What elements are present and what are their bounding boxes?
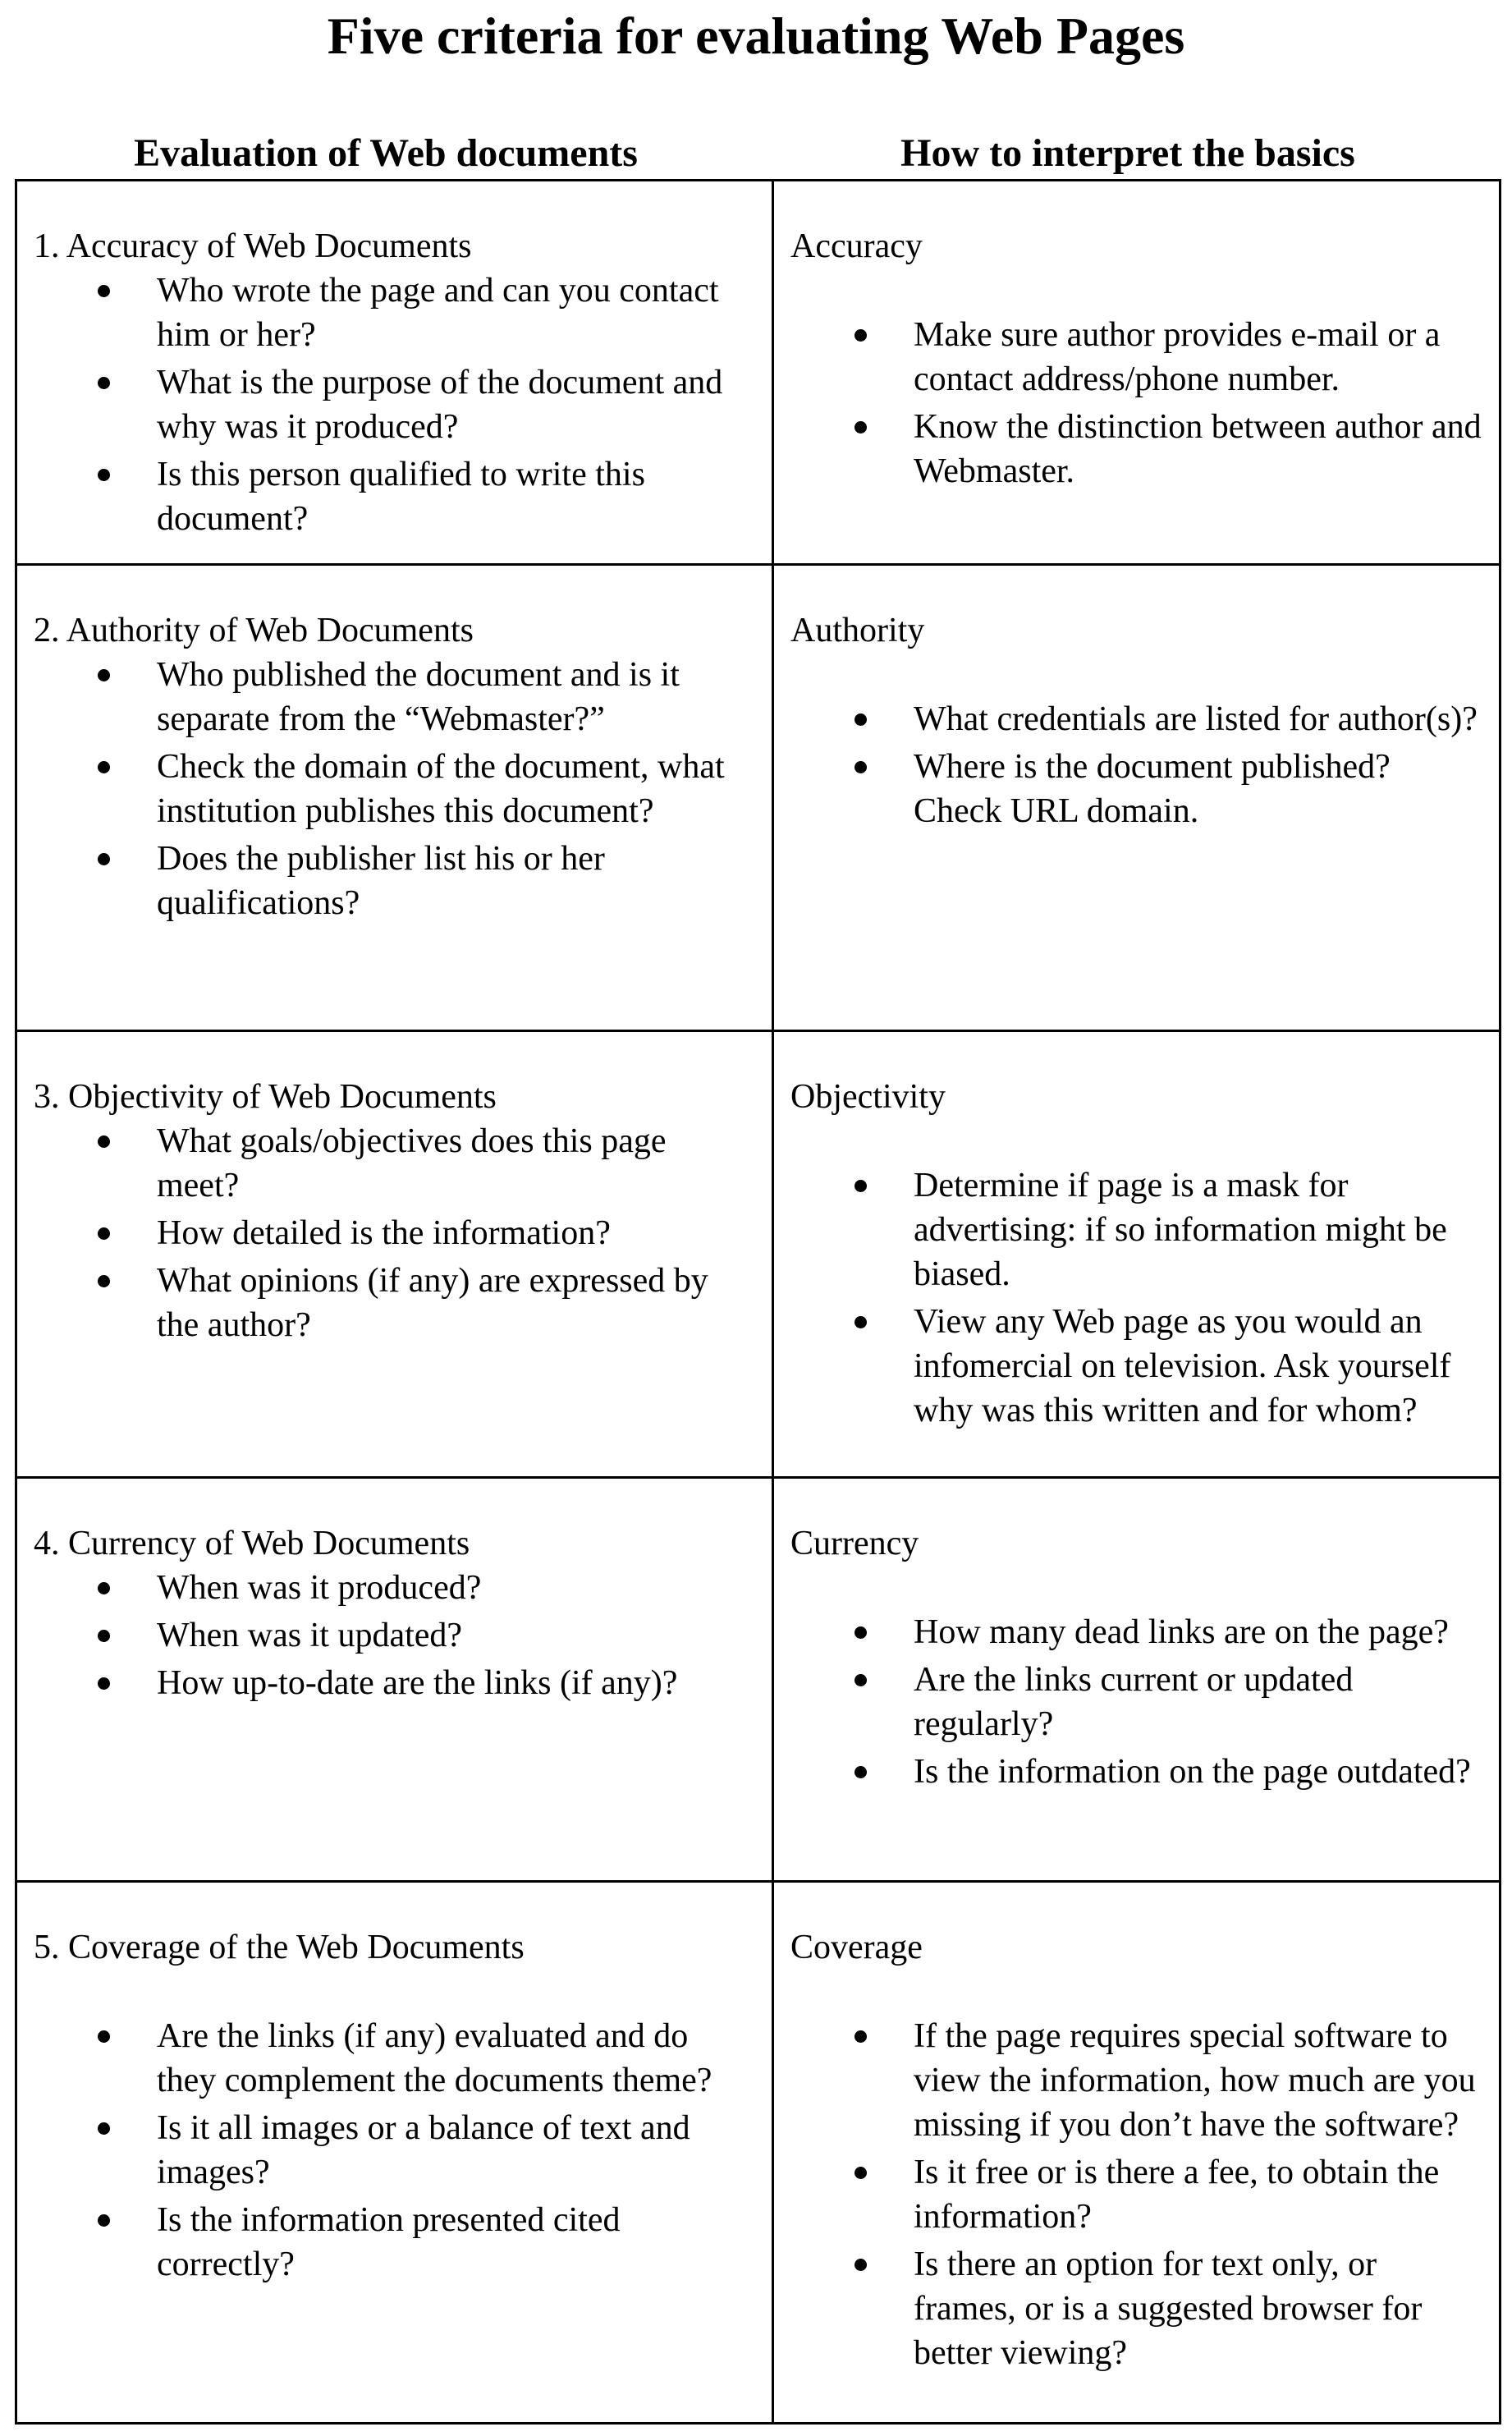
interpretation-tips [790,1163,1482,1433]
list-item: Is it all images or a balance of text and images? [34,2106,755,2195]
column-header-interpretation: How to interpret the basics [900,131,1355,175]
interpretation-cell [773,1882,1501,2424]
list-item: What goals/objectives does this page meet? [34,1119,755,1208]
evaluation-cell [16,1882,773,2424]
list-item: Who wrote the page and can you contact him or her? [34,268,755,357]
criteria-row-authority [16,565,1501,1031]
list-item: If the page requires special software to view the information, how much are you missing if you don’t have the software? [790,2014,1482,2147]
list-item: What opinions (if any) are expressed by the author? [34,1259,755,1347]
criterion-label: Authority [790,612,925,649]
list-item: Check the domain of the document, what institution publishes this document? [34,745,755,833]
evaluation-cell [16,1478,773,1882]
criteria-row-accuracy [16,181,1501,565]
list-item: Are the links (if any) evaluated and do they complement the documents theme? [34,2014,755,2103]
interpretation-tips [790,1610,1482,1794]
interpretation-cell [773,565,1501,1031]
list-item: How many dead links are on the page? [790,1610,1482,1654]
list-item: Is this person qualified to write this document? [34,452,755,541]
list-item: View any Web page as you would an infomercial on television. Ask yourself why was this written and for whom? [790,1300,1482,1433]
criterion-label: Currency [790,1525,919,1562]
interpretation-tips [790,313,1482,493]
list-item: Is it free or is there a fee, to obtain the information? [790,2150,1482,2239]
evaluation-questions [34,1119,755,1347]
criterion-heading: 2. Authority of Web Documents [34,612,474,649]
criteria-row-currency [16,1478,1501,1882]
list-item: Determine if page is a mask for advertising: if so information might be biased. [790,1163,1482,1296]
evaluation-questions [34,1566,755,1705]
evaluation-questions [34,653,755,925]
interpretation-tips [790,2014,1482,2375]
criterion-heading: 1. Accuracy of Web Documents [34,227,472,265]
list-item: How up-to-date are the links (if any)? [34,1661,755,1705]
list-item: Know the distinction between author and Webmaster. [790,405,1482,493]
criterion-heading: 5. Coverage of the Web Documents [34,1929,525,1966]
list-item: How detailed is the information? [34,1211,755,1255]
list-item: Is there an option for text only, or frames, or is a suggested browser for better viewing? [790,2242,1482,2375]
list-item: When was it produced? [34,1566,755,1610]
list-item: When was it updated? [34,1613,755,1658]
list-item: Are the links current or updated regularly? [790,1658,1482,1746]
list-item: Is the information presented cited correctly? [34,2198,755,2287]
evaluation-questions [34,2014,755,2287]
list-item: What is the purpose of the document and why was it produced? [34,360,755,449]
list-item: Who published the document and is it separate from the “Webmaster?” [34,653,755,741]
criterion-label: Objectivity [790,1078,946,1116]
interpretation-cell [773,181,1501,565]
column-header-evaluation: Evaluation of Web documents [134,131,638,175]
criteria-row-objectivity [16,1031,1501,1478]
criterion-label: Accuracy [790,227,923,265]
interpretation-tips [790,697,1482,833]
evaluation-cell [16,181,773,565]
criteria-table [15,179,1501,2425]
evaluation-cell [16,1031,773,1478]
list-item: What credentials are listed for author(s)? [790,697,1482,741]
criteria-row-coverage [16,1882,1501,2424]
interpretation-cell [773,1031,1501,1478]
list-item: Is the information on the page outdated? [790,1750,1482,1794]
evaluation-questions [34,268,755,541]
criterion-heading: 3. Objectivity of Web Documents [34,1078,497,1116]
evaluation-cell [16,565,773,1031]
list-item: Does the publisher list his or her qualifications? [34,837,755,925]
criterion-heading: 4. Currency of Web Documents [34,1525,470,1562]
interpretation-cell [773,1478,1501,1882]
page-title: Five criteria for evaluating Web Pages [327,7,1185,65]
list-item: Where is the document published? Check URL domain. [790,745,1482,833]
list-item: Make sure author provides e-mail or a contact address/phone number. [790,313,1482,401]
criterion-label: Coverage [790,1929,923,1966]
